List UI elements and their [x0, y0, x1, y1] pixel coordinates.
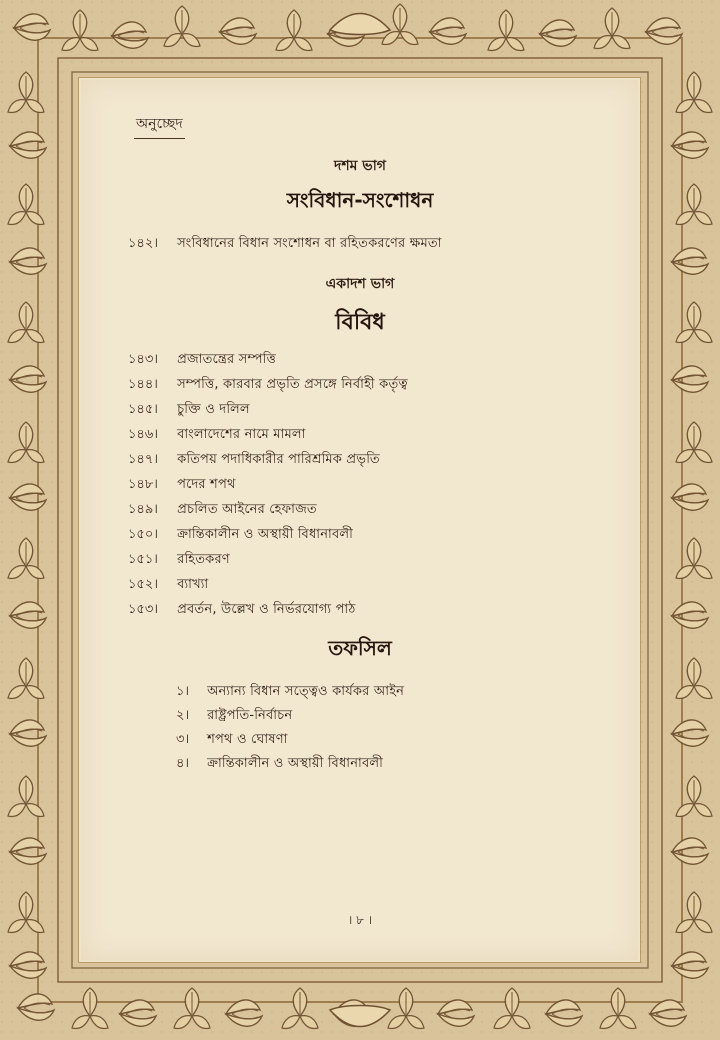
list-item [128, 423, 306, 446]
list-item [128, 473, 236, 496]
item-text: কতিপয় পদাধিকারীর পারিশ্রমিক প্রভৃতি [177, 452, 380, 467]
item-text: ক্রান্তিকালীন ও অস্থায়ী বিধানাবলী [177, 527, 353, 542]
part-eleven-heading: বিবিধ [335, 310, 385, 335]
item-number: ১৫৩। [128, 602, 158, 617]
schedule-text: ক্রান্তিকালীন ও অস্থায়ী বিধানাবলী [207, 756, 383, 771]
list-item [128, 548, 230, 571]
item-number: ১৪৮। [128, 477, 158, 492]
schedule-item [176, 680, 404, 703]
item-text: সংবিধানের বিধান সংশোধন বা রহিতকরণের ক্ষমতা [177, 236, 442, 251]
page-number: । ৮ । [348, 913, 372, 927]
item-text: রহিতকরণ [177, 552, 230, 567]
list-item [128, 448, 380, 471]
list-item [128, 498, 317, 521]
item-text: প্রচলিত আইনের হেফাজত [177, 502, 317, 517]
list-item [128, 573, 208, 596]
item-text: প্রজাতন্ত্রের সম্পত্তি [177, 352, 276, 367]
item-text: ব্যাখ্যা [177, 577, 209, 592]
item-text: চুক্তি ও দলিল [177, 402, 250, 417]
item-number: ১৫০। [128, 527, 158, 542]
schedule-heading: তফসিল [328, 636, 392, 660]
schedule-item [176, 728, 288, 751]
list-item [128, 398, 250, 421]
schedule-item [176, 704, 292, 727]
schedule-number: ২। [176, 708, 190, 723]
item-number: ১৪৪। [128, 377, 158, 392]
part-ten-title: দশম ভাগ [334, 158, 386, 174]
part-ten-heading: সংবিধান-সংশোধন [286, 188, 434, 212]
item-text: পদের শপথ [177, 477, 236, 492]
schedule-number: ৪। [176, 756, 190, 771]
schedule-number: ৩। [176, 732, 190, 747]
schedule-item [176, 752, 383, 775]
item-number: ১৪৩। [128, 352, 158, 367]
item-number: ১৪৫। [128, 402, 158, 417]
item-number: ১৪৬। [128, 427, 158, 442]
schedule-text: শপথ ও ঘোষণা [207, 732, 288, 747]
list-item [128, 598, 356, 621]
list-item [128, 232, 442, 255]
item-number: ১৫১। [128, 552, 158, 567]
list-item [128, 523, 353, 546]
item-number: ১৪৭। [128, 452, 158, 467]
item-text: সম্পত্তি, কারবার প্রভৃতি প্রসঙ্গে নির্বাহী কর্তৃত্ব [177, 377, 408, 392]
list-item [128, 373, 408, 396]
schedule-number: ১। [176, 684, 190, 699]
article-tag: অনুচ্ছেদ [134, 112, 185, 139]
list-item [128, 348, 276, 371]
item-number: ১৪৯। [128, 502, 158, 517]
schedule-text: রাষ্ট্রপতি-নির্বাচন [207, 708, 293, 723]
item-text: বাংলাদেশের নামে মামলা [177, 427, 306, 442]
item-number: ১৫২। [128, 577, 158, 592]
part-eleven-title: একাদশ ভাগ [325, 276, 395, 292]
schedule-text: অন্যান্য বিধান সত্ত্বেও কার্যকর আইন [207, 684, 405, 699]
item-number: ১৪২। [128, 236, 158, 251]
item-text: প্রবর্তন, উল্লেখ ও নির্ভরযোগ্য পাঠ [177, 602, 356, 617]
